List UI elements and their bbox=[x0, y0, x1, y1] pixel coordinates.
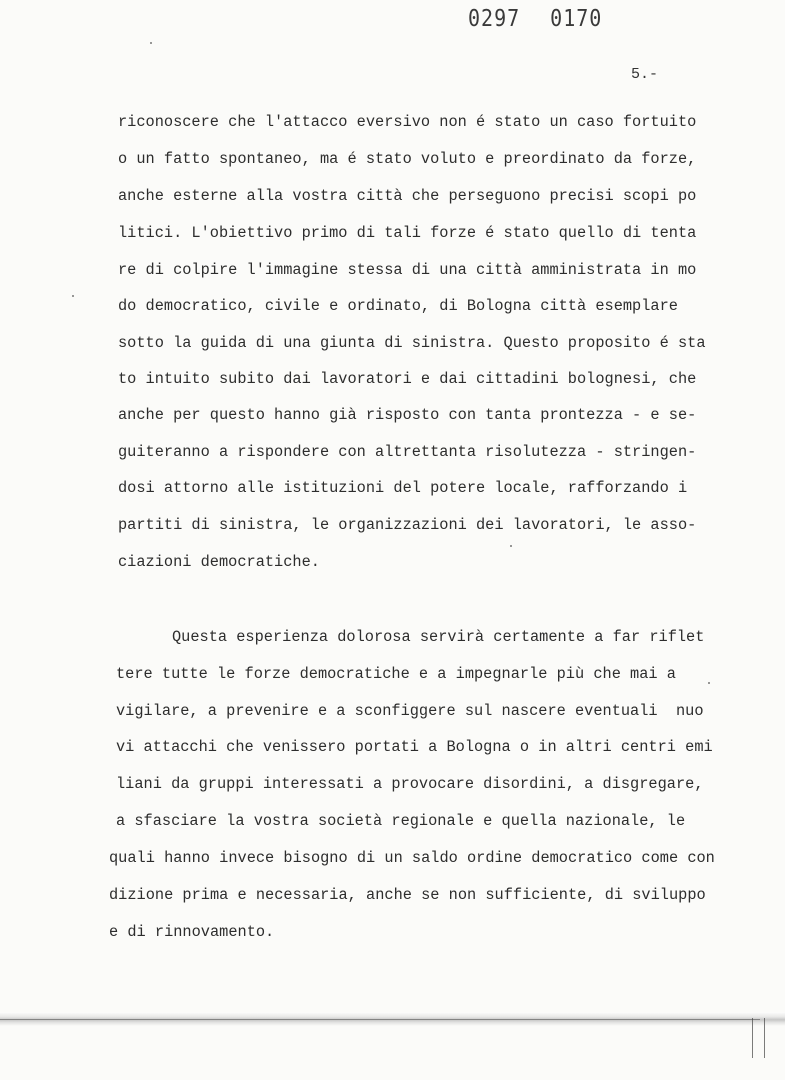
text-line: e di rinnovamento. bbox=[109, 923, 275, 941]
paper-speck bbox=[72, 295, 74, 297]
archive-number-b: 0170 bbox=[550, 4, 603, 32]
scan-edge-line bbox=[0, 1019, 760, 1020]
text-line: vigilare, a prevenire e a sconfiggere sul nascere eventuali nuo bbox=[116, 702, 704, 720]
scan-edge-mark bbox=[764, 1018, 765, 1058]
text-line: do democratico, civile e ordinato, di Bologna città esemplare bbox=[118, 297, 678, 315]
paper-speck bbox=[708, 682, 710, 684]
text-line: vi attacchi che venissero portati a Bologna o in altri centri emi bbox=[116, 738, 713, 756]
text-line: anche per questo hanno già risposto con tanta prontezza - e se- bbox=[118, 406, 697, 424]
text-line: litici. L'obiettivo primo di tali forze é stato quello di tenta bbox=[118, 224, 697, 242]
text-line: dizione prima e necessaria, anche se non sufficiente, di sviluppo bbox=[109, 886, 706, 904]
archive-number-a: 0297 bbox=[468, 4, 521, 32]
text-line: ciazioni democratiche. bbox=[118, 553, 320, 571]
text-line: quali hanno invece bisogno di un saldo ordine democratico come con bbox=[109, 849, 715, 867]
text-line: o un fatto spontaneo, ma é stato voluto e preordinato da forze, bbox=[118, 150, 697, 168]
text-line: liani da gruppi interessati a provocare disordini, a disgregare, bbox=[116, 775, 704, 793]
archive-stamp bbox=[468, 4, 602, 32]
text-line: to intuito subito dai lavoratori e dai cittadini bolognesi, che bbox=[118, 370, 697, 388]
text-line: sotto la guida di una giunta di sinistra. Questo proposito é sta bbox=[118, 334, 706, 352]
text-line: dosi attorno alle istituzioni del potere locale, rafforzando i bbox=[118, 479, 688, 497]
paper-speck bbox=[150, 42, 152, 44]
text-line: riconoscere che l'attacco eversivo non é stato un caso fortuito bbox=[118, 113, 697, 131]
text-line: tere tutte le forze democratiche e a impegnarle più che mai a bbox=[116, 665, 676, 683]
text-line: anche esterne alla vostra città che perseguono precisi scopi po bbox=[118, 187, 697, 205]
text-line: re di colpire l'immagine stessa di una città amministrata in mo bbox=[118, 261, 697, 279]
text-line: guiteranno a rispondere con altrettanta risolutezza - stringen- bbox=[118, 443, 697, 461]
page-number: 5.- bbox=[631, 66, 659, 83]
scan-edge-mark bbox=[752, 1018, 753, 1058]
text-line: Questa esperienza dolorosa servirà certamente a far riflet bbox=[172, 628, 705, 646]
text-line: partiti di sinistra, le organizzazioni dei lavoratori, le asso- bbox=[118, 516, 697, 534]
paper-speck bbox=[510, 545, 512, 547]
text-line: a sfasciare la vostra società regionale e quella nazionale, le bbox=[116, 812, 686, 830]
